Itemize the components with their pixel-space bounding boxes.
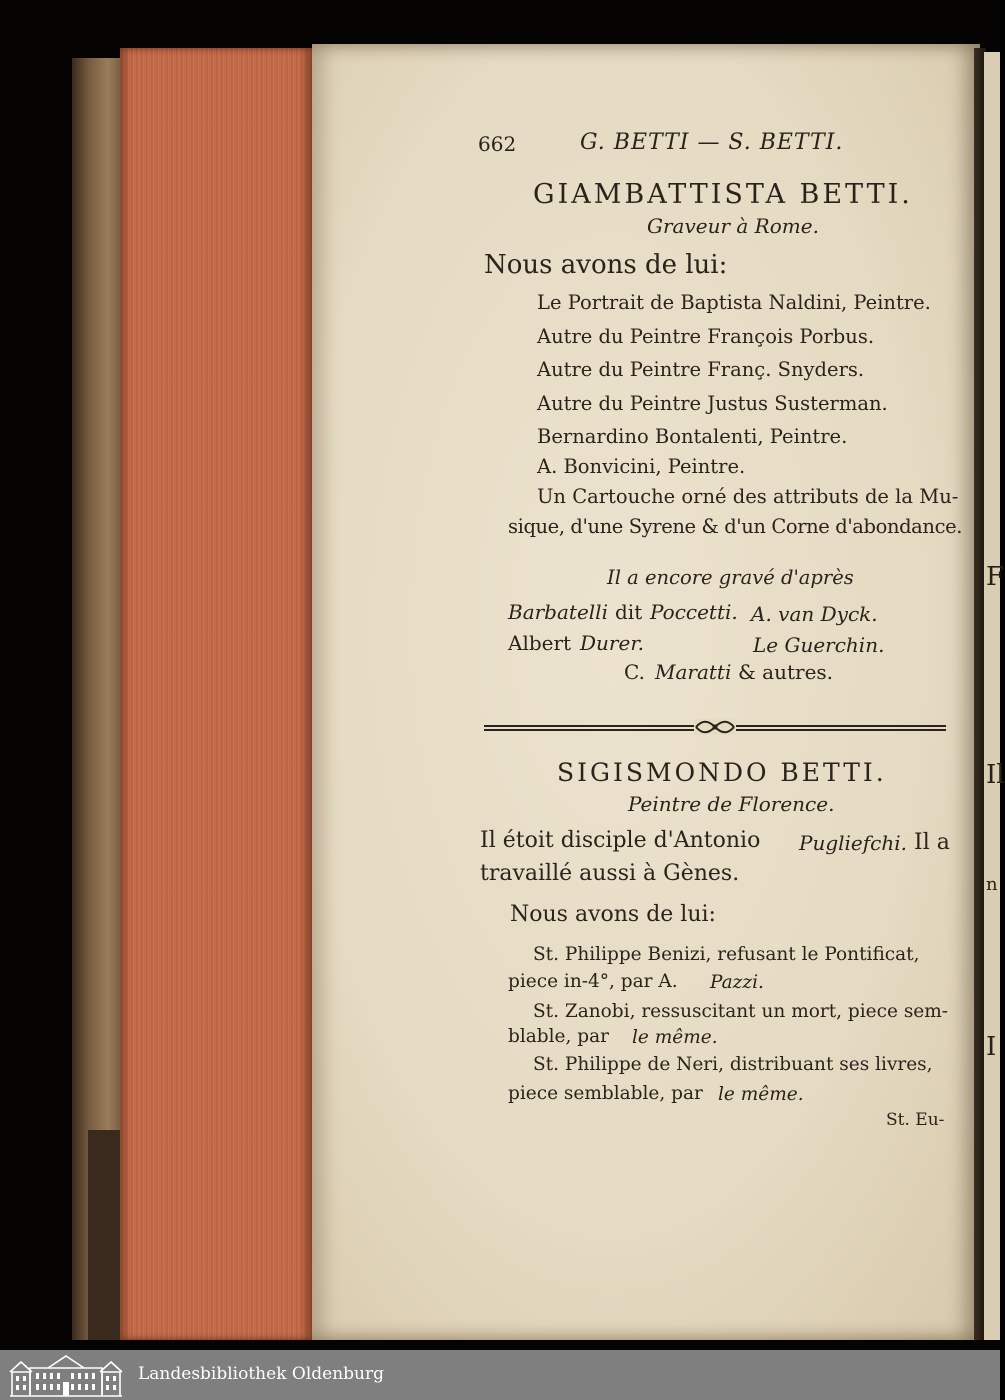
running-title: G. BETTI — S. BETTI. [580, 130, 844, 155]
artist-name: C. [624, 660, 645, 684]
section-intro: Nous avons de lui: [510, 902, 716, 927]
section-heading: GIAMBATTISTA BETTI. [533, 179, 913, 210]
artist-name: Albert [508, 631, 572, 655]
list-item: St. Philippe Benizi, refusant le Pontificat, [533, 944, 920, 965]
section-subtitle: Peintre de Florence. [628, 792, 835, 816]
list-item: blable, par [508, 1026, 609, 1047]
facing-letter: I [986, 1032, 997, 1062]
list-item: St. Zanobi, ressuscitant un mort, piece sem- [533, 1001, 949, 1022]
list-item: Autre du Peintre Justus Susterman. [537, 392, 888, 415]
book-page [312, 44, 980, 1340]
artist-dit: dit [615, 600, 643, 624]
page-fore-edge [120, 48, 312, 1340]
ornamental-divider [484, 722, 946, 734]
bio-name: Pugliefchi. [799, 831, 908, 855]
list-item-name: le même. [632, 1027, 718, 1048]
list-item: Autre du Peintre Franç. Snyders. [537, 358, 865, 381]
artist-and-others: & autres. [738, 660, 834, 684]
list-item: sique, d'une Syrene & d'un Corne d'abondance. [508, 515, 963, 538]
page-number: 662 [478, 132, 517, 156]
library-name: Landesbibliothek Oldenburg [138, 1364, 385, 1384]
list-item-name: le même. [718, 1084, 804, 1105]
bio-text: Il a [914, 830, 950, 855]
list-item: Bernardino Bontalenti, Peintre. [537, 425, 848, 448]
list-item-name: Pazzi. [710, 972, 764, 993]
facing-letter: Il [986, 760, 1005, 790]
engraved-after-heading: Il a encore gravé d'après [607, 566, 854, 589]
bio-text: travaillé aussi à Gènes. [480, 861, 740, 886]
artist-name: Le Guerchin. [753, 633, 885, 657]
bio-text: Il étoit disciple d'Antonio [480, 828, 761, 853]
list-item: piece semblable, par [508, 1083, 703, 1104]
list-item: A. Bonvicini, Peintre. [537, 455, 746, 478]
artist-name: Barbatelli [508, 600, 608, 624]
facing-letter: n [986, 874, 998, 895]
list-item: Le Portrait de Baptista Naldini, Peintre. [537, 291, 931, 314]
artist-name: Poccetti. [650, 600, 738, 624]
catchword: St. Eu- [886, 1110, 945, 1130]
artist-name: Maratti [655, 660, 732, 684]
section-intro: Nous avons de lui: [484, 250, 728, 280]
facing-page [984, 52, 1005, 1340]
artist-name: A. van Dyck. [751, 602, 878, 626]
list-item: Autre du Peintre François Porbus. [537, 325, 875, 348]
section-heading: SIGISMONDO BETTI. [557, 758, 887, 787]
divider-ornament-icon [694, 719, 736, 735]
list-item: St. Philippe de Neri, distribuant ses livres, [533, 1054, 933, 1075]
list-item: Un Cartouche orné des attributs de la Mu- [537, 485, 959, 508]
facing-letter: F [986, 562, 1005, 592]
section-subtitle: Graveur à Rome. [647, 214, 819, 238]
footer-bar [0, 1350, 1000, 1400]
library-building-logo-icon [8, 1352, 124, 1398]
list-item: piece in-4°, par A. [508, 971, 678, 992]
artist-name: Durer. [580, 631, 645, 655]
